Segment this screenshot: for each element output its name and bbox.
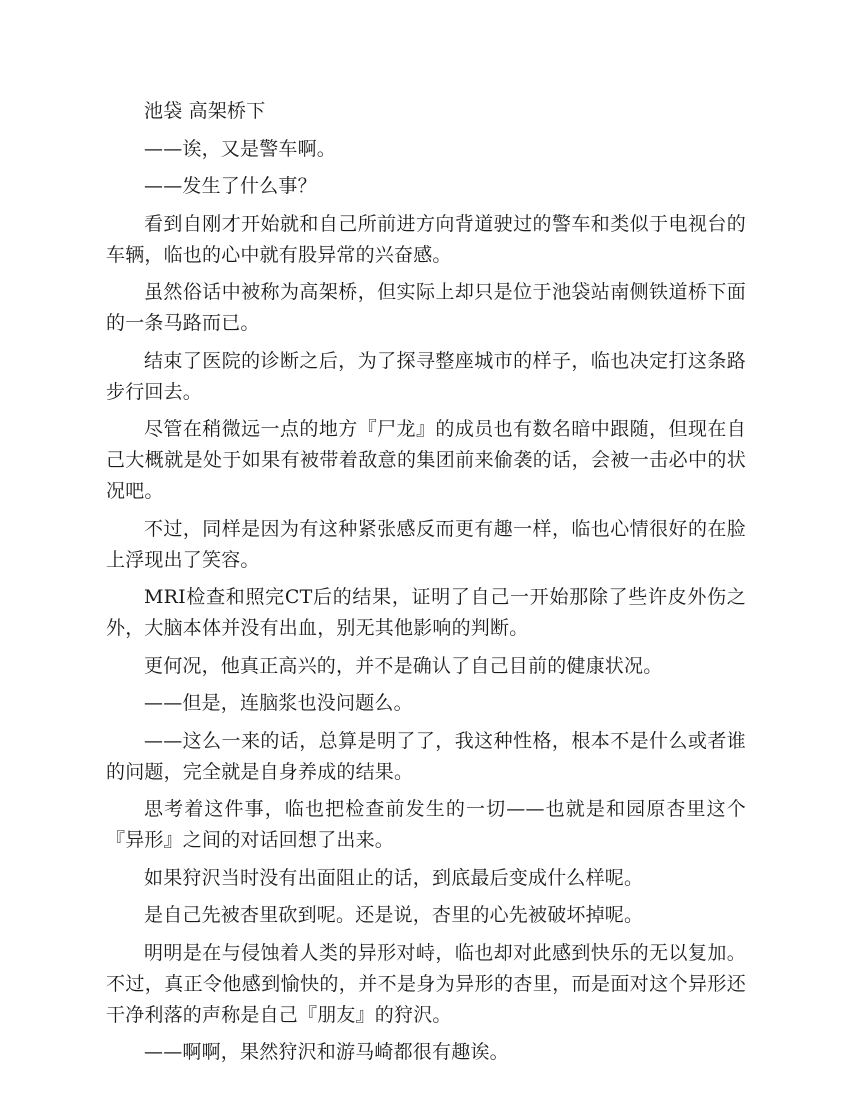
paragraph: 明明是在与侵蚀着人类的异形对峙，临也却对此感到快乐的无以复加。不过，真正令他感到愉快的，并不是身为异形的杏里，而是面对这个异形还干净利落的声称是自己『朋友』的狩沢。 [106, 941, 746, 1026]
paragraph: 虽然俗话中被称为高架桥，但实际上却只是位于池袋站南侧铁道桥下面的一条马路而已。 [106, 281, 746, 334]
paragraph: 更何况，他真正高兴的，并不是确认了自己目前的健康状况。 [144, 654, 663, 677]
paragraph: ——发生了什么事？ [144, 175, 317, 197]
paragraph: 看到自刚才开始就和自己所前进方向背道驶过的警车和类似于电视台的车辆，临也的心中就有股异常的兴奋感。 [106, 212, 746, 266]
paragraph: 如果狩沢当时没有出面阻止的话，到底最后变成什么样呢。 [144, 866, 644, 889]
paragraph: MRI检查和照完CT后的结果，证明了自己一开始那除了些许皮外伤之外，大脑本体并没有出血，别无其他影响的判断。 [106, 586, 746, 639]
paragraph: ——诶，又是警车啊。 [144, 137, 337, 160]
paragraph: 结束了医院的诊断之后，为了探寻整座城市的样子，临也决定打这条路步行回去。 [106, 349, 746, 403]
body-text [106, 96, 746, 1075]
paragraph: ——但是，连脑浆也没问题么。 [144, 692, 413, 714]
paragraph: 是自己先被杏里砍到呢。还是说，杏里的心先被破坏掉呢。 [144, 904, 644, 926]
paragraph: 不过，同样是因为有这种紧张感反而更有趣一样，临也心情很好的在脸上浮现出了笑容。 [106, 517, 746, 571]
paragraph: ——啊啊，果然狩沢和游马崎都很有趣诶。 [144, 1041, 509, 1063]
paragraph: 思考着这件事，临也把检查前发生的一切——也就是和园原杏里这个『异形』之间的对话回想了出来。 [106, 798, 746, 851]
paragraph: 尽管在稍微远一点的地方『尸龙』的成员也有数名暗中跟随，但现在自己大概就是处于如果有被带着敌意的集团前来偷袭的话，会被一击必中的状况吧。 [106, 418, 746, 502]
paragraph-scene-heading: 池袋 高架桥下 [144, 100, 266, 122]
paragraph: ——这么一来的话，总算是明了了，我这种性格，根本不是什么或者谁的问题，完全就是自身养成的结果。 [106, 729, 746, 783]
